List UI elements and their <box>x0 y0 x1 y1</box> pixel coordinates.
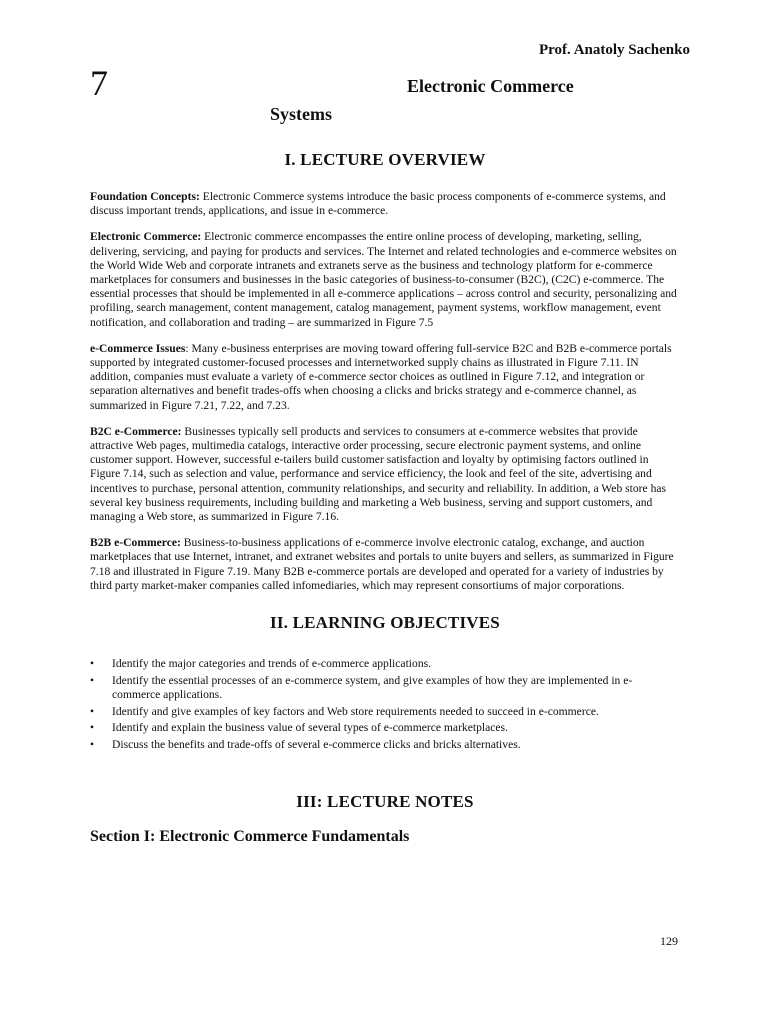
paragraph-label: B2C e-Commerce: <box>90 424 182 438</box>
paragraph-text: Business-to-business applications of e-commerce involve electronic catalog, exchange, and auction marketplaces that use Internet, intranet, and extranet websites and portals to unite buyers and sellers, as summarized in Figure 7.18 and illustrated in Figure 7.19. Many B2B e-commerce portals are developed and operated for a variety of industries by third party market-maker companies called infomediaries, which may represent consortiums of major corporations. <box>90 536 674 592</box>
list-item <box>90 674 680 702</box>
bullet-icon: • <box>90 704 95 718</box>
paragraph-label: Foundation Concepts: <box>90 190 200 203</box>
paragraph-label: e-Commerce Issues <box>90 341 186 355</box>
list-item-text: Identify the essential processes of an e-commerce system, and give examples of how they are implemented in e-commerce applications. <box>112 673 633 701</box>
paragraph-b2c-ecommerce <box>90 425 680 524</box>
bullet-icon: • <box>90 657 95 671</box>
bullet-icon: • <box>90 673 95 687</box>
paragraph-text: Businesses typically sell products and services to consumers at e-commerce websites that provide attractive Web pages, multimedia catalogs, interactive order processing, secure electronic payment systems, and online customer support. However, successful e-tailers build customer satisfaction and loyalty by optimising factors outlined in Figure 7.14, such as selection and value, performance and service efficiency, the look and feel of the site, advertising and incentives to purchase, personal attention, community relationships, and security and reliability. In addition, a Web store has several key business requirements, including building and marketing a Web business, serving and support customers, and managing a Web store, as summarized in Figure 7.16. <box>90 424 667 524</box>
chapter-title-line1: Electronic Commerce <box>407 76 574 96</box>
section-heading: Section I: Electronic Commerce Fundamentals <box>90 828 410 846</box>
chapter-number: 7 <box>90 63 108 103</box>
lecture-notes-heading: III: LECTURE NOTES <box>296 792 474 812</box>
learning-objectives-list <box>90 657 680 752</box>
page-number: 129 <box>660 934 678 948</box>
paragraph-electronic-commerce <box>90 230 680 329</box>
list-item <box>90 657 680 671</box>
paragraph-ecommerce-issues <box>90 342 680 413</box>
learning-objectives-heading: II. LEARNING OBJECTIVES <box>270 613 500 633</box>
list-item-text: Identify and give examples of key factors and Web store requirements needed to succeed in e-commerce. <box>112 704 599 718</box>
paragraph-text: Electronic Commerce systems introduce the basic process components of e-commerce systems, and discuss important trends, applications, and issue in e-commerce. <box>90 190 666 218</box>
paragraph-label: Electronic Commerce: <box>90 230 202 244</box>
lecture-overview-heading: I. LECTURE OVERVIEW <box>284 150 486 169</box>
author-name: Prof. Anatoly Sachenko <box>539 42 690 58</box>
paragraph-label: B2B e-Commerce: <box>90 536 181 550</box>
list-item-text: Discuss the benefits and trade-offs of several e-commerce clicks and bricks alternatives. <box>112 738 521 752</box>
paragraph-text: : Many e-business enterprises are moving toward offering full-service B2C and B2B e-commerce portals supported by integrated customer-focused processes and internetworked supply chains as illustrated in Figure 7.11. IN addition, companies must evaluate a variety of e-commerce sector choices as outlined in Figure 7.12, and integration or separation alternatives and benefit trades-offs when choosing a clicks and bricks strategy and e-commerce channel, as summarized in Figure 7.21, 7.22, and 7.23. <box>90 341 672 412</box>
list-item-text: Identify the major categories and trends of e-commerce applications. <box>112 657 432 671</box>
list-item <box>90 721 680 735</box>
paragraph-b2b-ecommerce <box>90 536 680 593</box>
chapter-title-line2: Systems <box>270 104 332 124</box>
list-item <box>90 705 680 719</box>
list-item-text: Identify and explain the business value of several types of e-commerce marketplaces. <box>112 721 508 735</box>
document-body <box>90 150 680 846</box>
bullet-icon: • <box>90 738 95 752</box>
bullet-icon: • <box>90 721 95 735</box>
list-item <box>90 738 680 752</box>
paragraph-text: Electronic commerce encompasses the entire online process of developing, marketing, selling, delivering, servicing, and paying for products and services. The Internet and related technologies and e-commerce websites on the World Wide Web and corporate intranets and extranets serve as the business and technology platform for e-commerce marketplaces for consumers and businesses in the basic categories of business-to-consumer (B2C), (C2C) e-commerce. The essential processes that should be implemented in all e-commerce applications – across control and security, personalizing and profiling, search management, content management, catalog management, payment systems, workflow management, event notification, and collaboration and trading – are summarized in Figure 7.5 <box>90 230 677 329</box>
paragraph-foundation-concepts <box>90 190 680 218</box>
